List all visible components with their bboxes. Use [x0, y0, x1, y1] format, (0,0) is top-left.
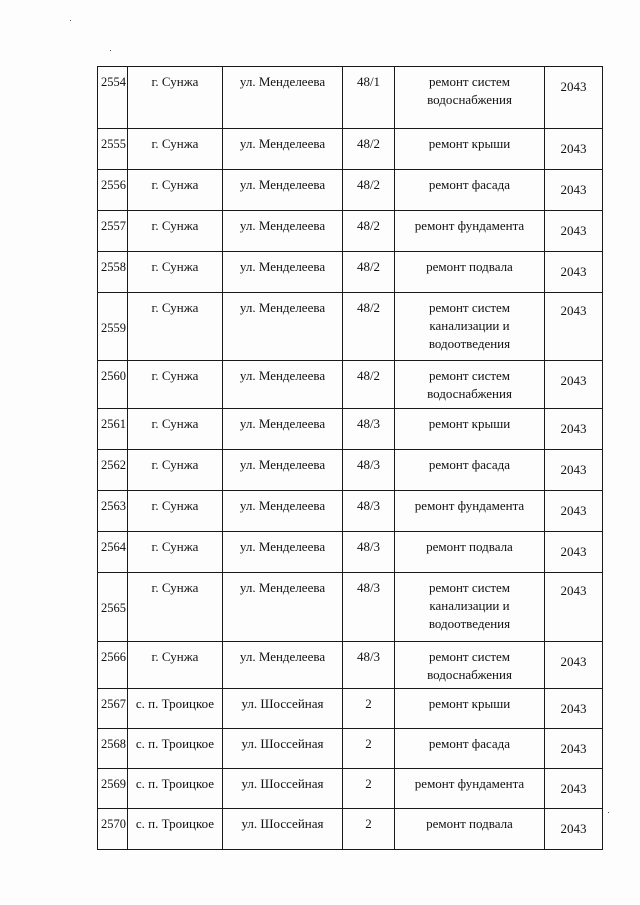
house-number-cell: 48/2 — [343, 170, 395, 211]
work-type-cell: ремонт подвала — [395, 532, 545, 573]
table-row — [98, 769, 603, 809]
row-number-cell: 2559 — [98, 293, 128, 361]
row-number-cell: 2557 — [98, 211, 128, 252]
street-cell: ул. Шоссейная — [223, 729, 343, 769]
house-number-cell: 48/3 — [343, 642, 395, 689]
work-type-cell: ремонт фундамента — [395, 211, 545, 252]
settlement-cell: с. п. Троицкое — [128, 809, 223, 850]
year-cell: 2043 — [545, 129, 603, 170]
street-cell: ул. Менделеева — [223, 361, 343, 409]
street-cell: ул. Менделеева — [223, 642, 343, 689]
house-number-cell: 48/3 — [343, 450, 395, 491]
house-number-cell: 48/3 — [343, 491, 395, 532]
row-number-cell: 2566 — [98, 642, 128, 689]
settlement-cell: г. Сунжа — [128, 450, 223, 491]
year-cell: 2043 — [545, 450, 603, 491]
street-cell: ул. Менделеева — [223, 532, 343, 573]
work-type-cell: ремонт фасада — [395, 729, 545, 769]
year-cell: 2043 — [545, 409, 603, 450]
table-row — [98, 211, 603, 252]
scan-speck — [70, 20, 71, 21]
year-cell: 2043 — [545, 170, 603, 211]
table-row — [98, 67, 603, 129]
street-cell: ул. Менделеева — [223, 67, 343, 129]
table-row — [98, 689, 603, 729]
house-number-cell: 48/2 — [343, 361, 395, 409]
table-body — [98, 67, 603, 850]
work-type-cell: ремонт систем водоснабжения — [395, 642, 545, 689]
settlement-cell: г. Сунжа — [128, 252, 223, 293]
table-row — [98, 809, 603, 850]
table-row — [98, 252, 603, 293]
row-number-cell: 2565 — [98, 573, 128, 642]
table-row — [98, 129, 603, 170]
house-number-cell: 2 — [343, 809, 395, 850]
year-cell: 2043 — [545, 67, 603, 129]
table-row — [98, 361, 603, 409]
row-number-cell: 2561 — [98, 409, 128, 450]
street-cell: ул. Менделеева — [223, 211, 343, 252]
row-number-cell: 2568 — [98, 729, 128, 769]
house-number-cell: 48/2 — [343, 293, 395, 361]
house-number-cell: 2 — [343, 729, 395, 769]
year-cell: 2043 — [545, 769, 603, 809]
house-number-cell: 2 — [343, 769, 395, 809]
year-cell: 2043 — [545, 293, 603, 361]
work-type-cell: ремонт крыши — [395, 689, 545, 729]
street-cell: ул. Шоссейная — [223, 809, 343, 850]
year-cell: 2043 — [545, 532, 603, 573]
settlement-cell: г. Сунжа — [128, 293, 223, 361]
table-row — [98, 729, 603, 769]
settlement-cell: с. п. Троицкое — [128, 729, 223, 769]
repair-schedule-table — [97, 66, 603, 850]
work-type-cell: ремонт фундамента — [395, 769, 545, 809]
house-number-cell: 48/1 — [343, 67, 395, 129]
work-type-cell: ремонт систем водоснабжения — [395, 67, 545, 129]
row-number-cell: 2558 — [98, 252, 128, 293]
row-number-cell: 2570 — [98, 809, 128, 850]
settlement-cell: г. Сунжа — [128, 211, 223, 252]
settlement-cell: г. Сунжа — [128, 67, 223, 129]
settlement-cell: г. Сунжа — [128, 532, 223, 573]
house-number-cell: 48/3 — [343, 409, 395, 450]
work-type-cell: ремонт фундамента — [395, 491, 545, 532]
settlement-cell: г. Сунжа — [128, 573, 223, 642]
year-cell: 2043 — [545, 729, 603, 769]
work-type-cell: ремонт систем канализации и водоотведения — [395, 293, 545, 361]
table-row — [98, 642, 603, 689]
year-cell: 2043 — [545, 491, 603, 532]
table-row — [98, 409, 603, 450]
work-type-cell: ремонт систем канализации и водоотведения — [395, 573, 545, 642]
row-number-cell: 2563 — [98, 491, 128, 532]
row-number-cell: 2556 — [98, 170, 128, 211]
settlement-cell: г. Сунжа — [128, 129, 223, 170]
table-row — [98, 532, 603, 573]
house-number-cell: 48/2 — [343, 129, 395, 170]
row-number-cell: 2569 — [98, 769, 128, 809]
street-cell: ул. Менделеева — [223, 129, 343, 170]
work-type-cell: ремонт фасада — [395, 450, 545, 491]
settlement-cell: г. Сунжа — [128, 491, 223, 532]
table-row — [98, 293, 603, 361]
work-type-cell: ремонт крыши — [395, 129, 545, 170]
year-cell: 2043 — [545, 642, 603, 689]
house-number-cell: 48/2 — [343, 252, 395, 293]
work-type-cell: ремонт систем водоснабжения — [395, 361, 545, 409]
year-cell: 2043 — [545, 252, 603, 293]
street-cell: ул. Менделеева — [223, 170, 343, 211]
work-type-cell: ремонт крыши — [395, 409, 545, 450]
street-cell: ул. Менделеева — [223, 252, 343, 293]
settlement-cell: г. Сунжа — [128, 409, 223, 450]
scan-speck — [110, 50, 111, 51]
row-number-cell: 2554 — [98, 67, 128, 129]
year-cell: 2043 — [545, 689, 603, 729]
street-cell: ул. Шоссейная — [223, 689, 343, 729]
settlement-cell: г. Сунжа — [128, 170, 223, 211]
year-cell: 2043 — [545, 361, 603, 409]
work-type-cell: ремонт подвала — [395, 252, 545, 293]
settlement-cell: г. Сунжа — [128, 361, 223, 409]
table-row — [98, 170, 603, 211]
street-cell: ул. Менделеева — [223, 293, 343, 361]
table-row — [98, 573, 603, 642]
settlement-cell: г. Сунжа — [128, 642, 223, 689]
house-number-cell: 48/2 — [343, 211, 395, 252]
row-number-cell: 2562 — [98, 450, 128, 491]
year-cell: 2043 — [545, 809, 603, 850]
street-cell: ул. Менделеева — [223, 409, 343, 450]
row-number-cell: 2555 — [98, 129, 128, 170]
street-cell: ул. Менделеева — [223, 573, 343, 642]
year-cell: 2043 — [545, 211, 603, 252]
street-cell: ул. Менделеева — [223, 491, 343, 532]
street-cell: ул. Менделеева — [223, 450, 343, 491]
street-cell: ул. Шоссейная — [223, 769, 343, 809]
scan-speck — [608, 812, 609, 813]
table-row — [98, 450, 603, 491]
row-number-cell: 2567 — [98, 689, 128, 729]
work-type-cell: ремонт подвала — [395, 809, 545, 850]
table-row — [98, 491, 603, 532]
work-type-cell: ремонт фасада — [395, 170, 545, 211]
row-number-cell: 2564 — [98, 532, 128, 573]
year-cell: 2043 — [545, 573, 603, 642]
house-number-cell: 48/3 — [343, 532, 395, 573]
settlement-cell: с. п. Троицкое — [128, 769, 223, 809]
house-number-cell: 48/3 — [343, 573, 395, 642]
settlement-cell: с. п. Троицкое — [128, 689, 223, 729]
row-number-cell: 2560 — [98, 361, 128, 409]
house-number-cell: 2 — [343, 689, 395, 729]
